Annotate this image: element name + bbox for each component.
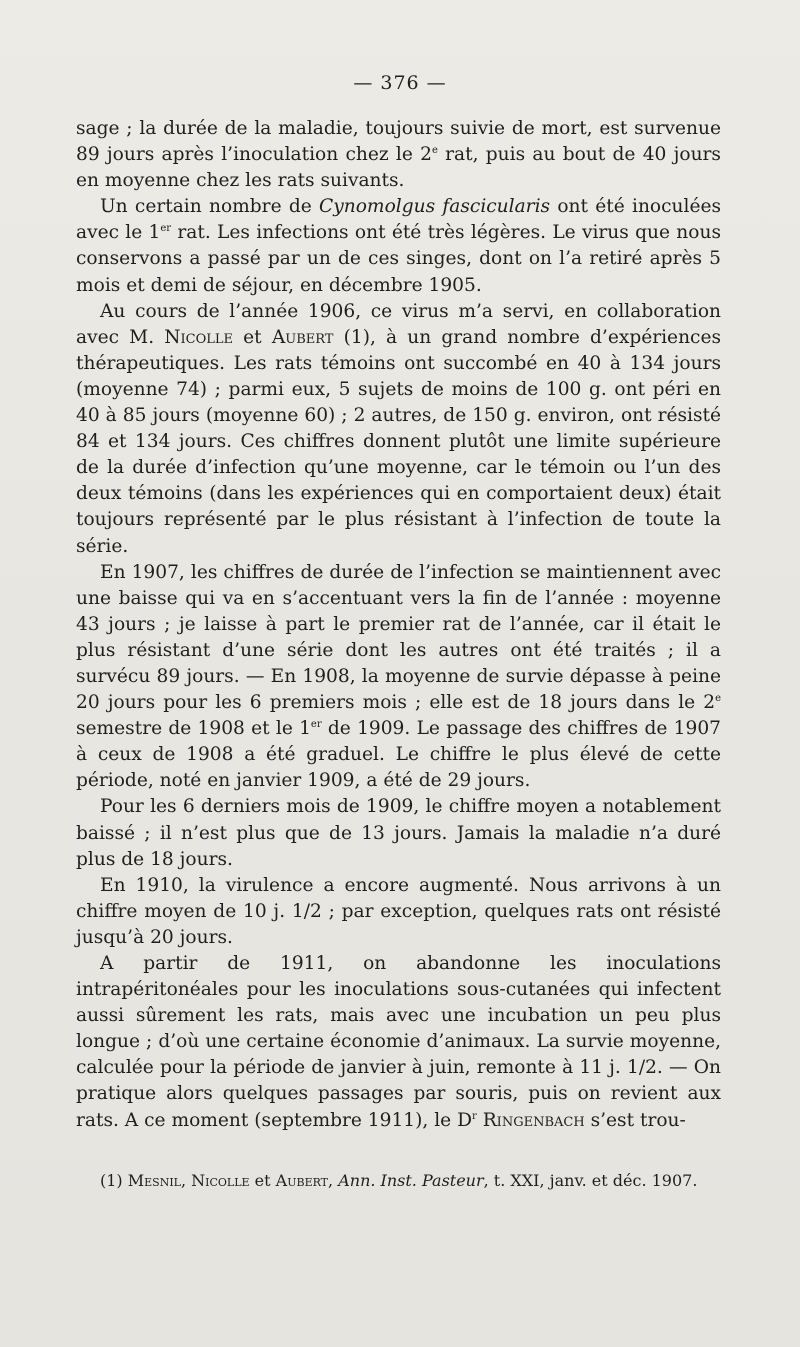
superscript: e — [715, 692, 721, 704]
paragraph-3 — [76, 299, 721, 560]
italic-text: Ann. Inst. Pasteur — [338, 1171, 484, 1190]
text-run: ont été inoculées avec le 1 — [76, 196, 722, 244]
text-run: s’est trou- — [584, 1109, 686, 1131]
paragraph-1 — [76, 116, 721, 194]
superscript: er — [160, 223, 172, 235]
text-run: (1) — [100, 1171, 128, 1190]
text-run: Au cours de l’année 1906, ce virus m’a servi, en collaboration avec M. — [76, 300, 721, 348]
smallcaps-name: Ringenbach — [482, 1109, 585, 1131]
text-run: semestre de 1908 et le 1 — [76, 718, 311, 740]
smallcaps-name: Aubert — [271, 326, 334, 348]
text-run: (1), à un grand nombre d’expériences thérapeutiques. Les rats témoins ont succombé en 40 à 134 jours (moyenne 74) ; parmi eux, 5 sujets de moins de 100 g. ont péri en 40 à 85 jours (moyenne 60) ; 2 autres, de 150 g. environ, ont résisté 84 et 134 jours. Ces chiffres donnent plutôt une limite supérieure de la durée d’infection qu’une moyenne, car le témoin ou l’un des deux témoins (dans les expériences qui en comportaient deux) était toujours représenté par le plus résistant à l’infection de toute la série. — [76, 326, 721, 557]
text-run: rat. Les infections ont été très légères. Le virus que nous conservons a passé par un de ces singes, dont on l’a retiré après 5 mois et demi de séjour, en décembre 1905. — [76, 222, 721, 296]
body-text — [76, 116, 721, 1134]
paragraph-6 — [76, 873, 721, 951]
text-run: A partir de 1911, on abandonne les inoculations intrapéritonéales pour les inoculations sous-cutanées qui infectent aussi sûrement les rats, mais avec une incubation un peu plus longue ; d’où une certaine économie d’animaux. La survie moyenne, calculée pour la période de janvier à juin, remonte à 11 j. 1/2. — On pratique alors quelques passages par souris, puis on revient aux rats. A ce moment (septembre 1911), le D — [76, 953, 721, 1131]
italic-text: Cynomolgus fascicularis — [319, 196, 551, 218]
text-run: En 1910, la virulence a encore augmenté. Nous arrivons à un chiffre moyen de 10 j. 1/2 ; par exception, quelques rats ont résisté jusqu’à 20 jours. — [76, 874, 721, 948]
paragraph-2 — [76, 194, 721, 298]
page-number: — 376 — — [353, 72, 447, 94]
text-run: rat, puis au bout de 40 jours en moyenne chez les rats suivants. — [76, 144, 721, 192]
text-run: sage ; la durée de la maladie, toujours suivie de mort, est survenue 89 jours après l’inoculation chez le 2 — [76, 118, 721, 166]
paragraph-5 — [76, 794, 721, 872]
paragraph-4 — [76, 560, 721, 795]
superscript: e — [431, 144, 438, 156]
text-run: , — [180, 1171, 192, 1190]
text-run: , — [328, 1171, 339, 1190]
superscript: r — [471, 1110, 477, 1122]
smallcaps-name: Mesnil — [127, 1171, 181, 1190]
footnote — [76, 1170, 721, 1192]
superscript: er — [310, 718, 322, 730]
text-run: En 1907, les chiffres de durée de l’infection se maintiennent avec une baisse qui va en s’accentuant vers la fin de l’année : moyenne 43 jours ; je laisse à part le premier rat de l’année, car il était le plus résistant d’une série dont les autres ont été traités ; il a survécu 89 jours. — En 1908, la moyenne de survie dépasse à peine 20 jours pour les 6 premiers mois ; elle est de 18 jours dans le 2 — [76, 561, 721, 714]
text-run: Un certain nombre de — [100, 196, 320, 218]
smallcaps-name: Nicolle — [191, 1171, 250, 1190]
text-run: et — [233, 326, 272, 348]
text-run: , t. XXI, janv. et déc. 1907. — [483, 1171, 698, 1190]
paragraph-7 — [76, 951, 721, 1134]
text-run: de 1909. Le passage des chiffres de 1907 à ceux de 1908 a été graduel. Le chiffre le plus élevé de cette période, noté en janvier 1909, a été de 29 jours. — [76, 718, 721, 792]
smallcaps-name: Aubert — [275, 1171, 329, 1190]
text-run: Pour les 6 derniers mois de 1909, le chiffre moyen a notablement baissé ; il n’est plus que de 13 jours. Jamais la maladie n’a duré plus de 18 jours. — [76, 796, 721, 870]
text-run: et — [249, 1171, 276, 1190]
smallcaps-name: Nicolle — [164, 326, 234, 348]
